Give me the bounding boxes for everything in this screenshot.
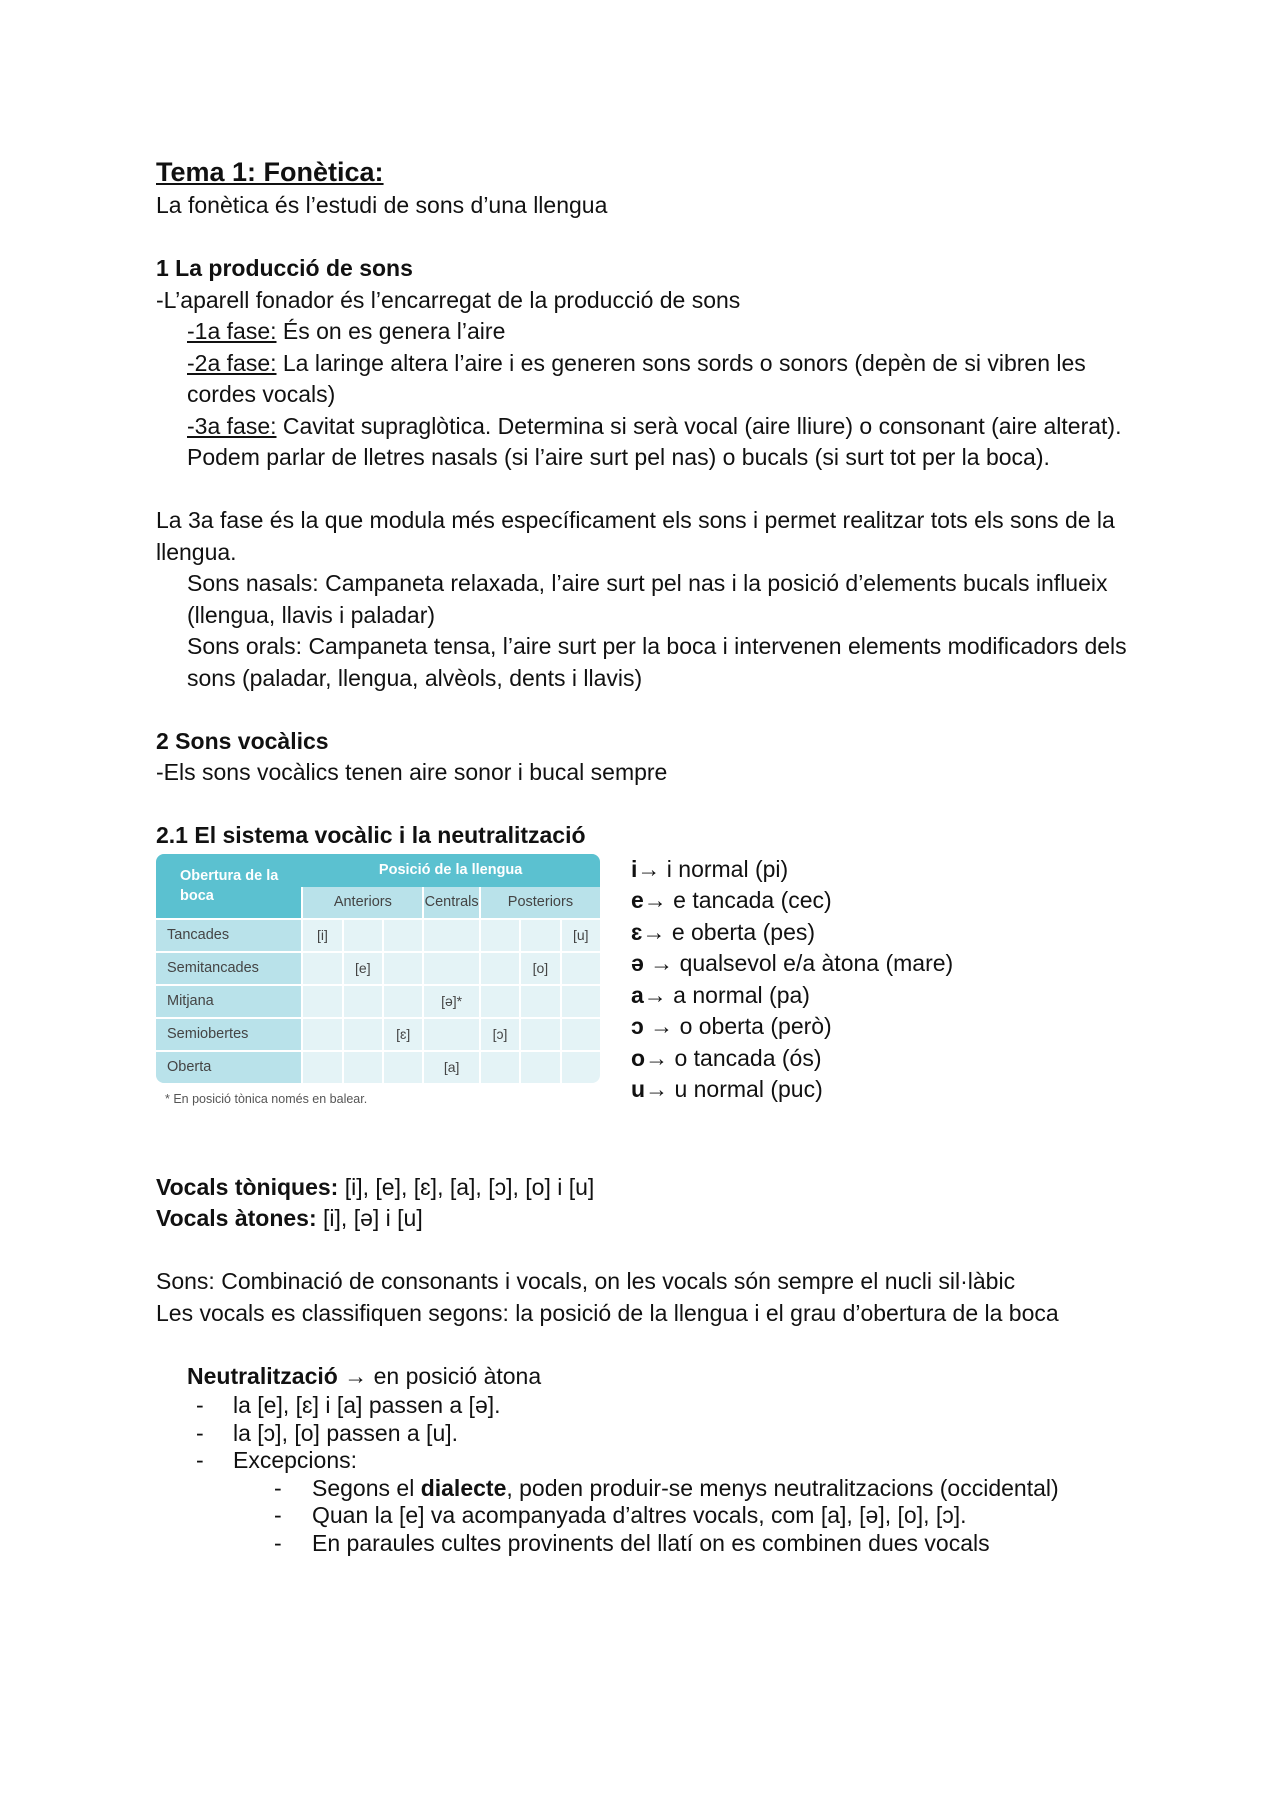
table-cell: [e]	[342, 951, 382, 984]
neutralization-list	[156, 1392, 1136, 1475]
vowel-description: → o oberta (però)	[643, 1013, 832, 1039]
table-cell	[301, 984, 341, 1017]
list-item: - Quan la [e] va acompanyada d’altres vocals, com [a], [ə], [o], [ɔ].	[156, 1502, 1136, 1530]
section-2-line: -Els sons vocàlics tenen aire sonor i bucal sempre	[156, 759, 668, 785]
table-cell	[519, 984, 559, 1017]
table-row-label: Tancades	[156, 918, 301, 951]
table-cell	[342, 1050, 382, 1083]
vowel-legend-item	[631, 885, 953, 917]
table-cell	[479, 984, 519, 1017]
vowel-symbol: u	[631, 1076, 646, 1102]
table-cell: [a]	[422, 1050, 479, 1083]
table-cell	[382, 984, 422, 1017]
tonic-vowels-text: [i], [e], [ɛ], [a], [ɔ], [o] i [u]	[338, 1173, 595, 1200]
vowel-symbol: e	[631, 887, 644, 913]
table-cell	[560, 951, 600, 984]
vowel-description: → e oberta (pes)	[642, 918, 816, 945]
list-item-bold: dialecte	[420, 1474, 507, 1501]
vowel-table-body	[156, 918, 600, 1083]
table-corner-header: Obertura de la boca	[156, 854, 301, 918]
vowel-legend-item	[631, 980, 953, 1012]
vowel-description: → i normal (pi)	[637, 855, 789, 882]
phase-3-label: -3a fase:	[187, 412, 277, 439]
table-cell	[479, 951, 519, 984]
table-cell: [o]	[519, 951, 559, 984]
vowel-system-block	[156, 854, 1136, 1172]
table-cell: [i]	[301, 918, 341, 951]
table-cell	[479, 918, 519, 951]
table-cell	[560, 1050, 600, 1083]
vowel-symbol: ɛ	[631, 918, 643, 945]
vowel-legend-item	[631, 854, 953, 886]
list-item: - En paraules cultes provinents del llatí on es combinen dues vocals	[156, 1530, 1136, 1558]
vowel-legend-item	[631, 1074, 953, 1106]
vowel-description: → o tancada (ós)	[645, 1044, 822, 1071]
phase-2-label: -2a fase:	[187, 349, 277, 376]
phase-2-text: La laringe altera l’aire i es generen sons sords o sonors (depèn de si vibren les cordes vocals)	[187, 349, 1086, 407]
vowel-description: → u normal (puc)	[645, 1076, 823, 1102]
table-cell	[301, 1017, 341, 1050]
table-row	[156, 918, 600, 951]
table-cell	[382, 1050, 422, 1083]
phase-3-paragraph: La 3a fase és la que modula més específicament els sons i permet realitzar tots els sons de la llengua.	[156, 507, 1115, 565]
table-cell	[519, 1050, 559, 1083]
section-1-line: -L’aparell fonador és l’encarregat de la producció de sons	[156, 286, 741, 313]
classification-line: Les vocals es classifiquen segons: la posició de la llengua i el grau d’obertura de la boca	[156, 1299, 1059, 1326]
vowel-description: → qualsevol e/a àtona (mare)	[643, 950, 954, 976]
table-footnote: * En posició tònica només en balear.	[165, 1091, 368, 1106]
list-item-text: , poden produir-se menys neutralitzacions (occidental)	[506, 1474, 1059, 1501]
document-content	[156, 154, 1136, 1557]
table-row	[156, 1017, 600, 1050]
tonic-vowels-label: Vocals tòniques:	[156, 1173, 339, 1200]
table-cell	[422, 1017, 479, 1050]
neutralization-label: Neutralització	[187, 1362, 338, 1389]
atonic-vowels	[156, 1203, 1136, 1235]
vowel-table	[156, 854, 600, 1083]
table-row	[156, 951, 600, 984]
table-position-header: Posició de la llengua	[301, 854, 600, 887]
phase-3-text: Cavitat supraglòtica. Determina si serà vocal (aire lliure) o consonant (aire alterat). Podem parlar de lletres nasals (si l’aire surt pel nas) o bucals (si surt tot per la boca).	[187, 412, 1122, 470]
phase-1	[156, 316, 1136, 348]
vowel-table-figure	[156, 854, 606, 1107]
vowel-legend-item	[631, 1043, 953, 1075]
vowel-symbol: a	[631, 981, 644, 1008]
table-cell	[422, 918, 479, 951]
list-item: - la [ɔ], [o] passen a [u].	[156, 1420, 1136, 1448]
list-item	[156, 1475, 1136, 1503]
neutralization-heading	[156, 1361, 1136, 1393]
table-cell	[342, 984, 382, 1017]
table-subheader: Centrals	[422, 887, 479, 918]
vowel-legend-item	[631, 1011, 953, 1043]
table-cell	[560, 1017, 600, 1050]
section-2-1-heading: 2.1 El sistema vocàlic i la neutralització	[156, 822, 586, 848]
table-row-label: Mitjana	[156, 984, 301, 1017]
vowel-symbol: ɔ	[631, 1013, 644, 1039]
section-1-heading: 1 La producció de sons	[156, 255, 413, 281]
phase-1-text: És on es genera l’aire	[276, 318, 506, 344]
table-cell	[519, 918, 559, 951]
table-cell: [ə]*	[422, 984, 479, 1017]
intro-text: La fonètica és l’estudi de sons d’una llengua	[156, 192, 608, 218]
tonic-vowels	[156, 1172, 1136, 1204]
vowel-symbol: ə	[631, 950, 644, 976]
table-row-label: Semiobertes	[156, 1017, 301, 1050]
table-cell	[519, 1017, 559, 1050]
table-row	[156, 1050, 600, 1083]
table-row-label: Oberta	[156, 1050, 301, 1083]
table-cell: [ɛ]	[382, 1017, 422, 1050]
list-item: - Excepcions:	[156, 1447, 1136, 1475]
table-cell	[342, 1017, 382, 1050]
table-cell	[301, 951, 341, 984]
table-cell	[342, 918, 382, 951]
vowel-symbol: o	[631, 1044, 646, 1071]
list-item-text: Segons el	[312, 1474, 421, 1501]
page-title: Tema 1: Fonètica:	[156, 157, 384, 187]
table-subheader: Posteriors	[479, 887, 600, 918]
table-row	[156, 984, 600, 1017]
vowel-description: → e tancada (cec)	[643, 887, 832, 913]
oral-sounds: Sons orals: Campaneta tensa, l’aire surt per la boca i intervenen elements modificadors dels sons (paladar, llengua, alvèols, dents i llavis)	[187, 633, 1127, 691]
phase-3	[156, 411, 1136, 474]
atonic-vowels-text: [i], [ə] i [u]	[316, 1205, 423, 1231]
table-cell	[382, 951, 422, 984]
exceptions-list	[156, 1475, 1136, 1558]
table-subheader: Anteriors	[301, 887, 422, 918]
phase-2	[156, 348, 1136, 411]
vowel-legend-item	[631, 948, 953, 980]
table-cell	[301, 1050, 341, 1083]
phase-1-label: -1a fase:	[187, 318, 277, 344]
sons-line: Sons: Combinació de consonants i vocals, on les vocals són sempre el nucli sil·làbic	[156, 1268, 1016, 1294]
vowel-legend-list	[631, 854, 953, 1106]
atonic-vowels-label: Vocals àtones:	[156, 1205, 317, 1231]
table-cell	[422, 951, 479, 984]
vowel-symbol: i	[631, 855, 638, 882]
table-cell: [ɔ]	[479, 1017, 519, 1050]
vowel-description: → a normal (pa)	[643, 981, 810, 1008]
neutralization-text: → en posició àtona	[337, 1362, 542, 1389]
list-item: - la [e], [ɛ] i [a] passen a [ə].	[156, 1392, 1136, 1420]
table-cell	[382, 918, 422, 951]
table-cell	[479, 1050, 519, 1083]
table-cell	[560, 984, 600, 1017]
table-row-label: Semitancades	[156, 951, 301, 984]
section-2-heading: 2 Sons vocàlics	[156, 727, 329, 754]
nasal-sounds: Sons nasals: Campaneta relaxada, l’aire surt pel nas i la posició d’elements bucals influeix (llengua, llavis i paladar)	[187, 570, 1108, 628]
vowel-legend-item	[631, 917, 953, 949]
table-cell: [u]	[560, 918, 600, 951]
